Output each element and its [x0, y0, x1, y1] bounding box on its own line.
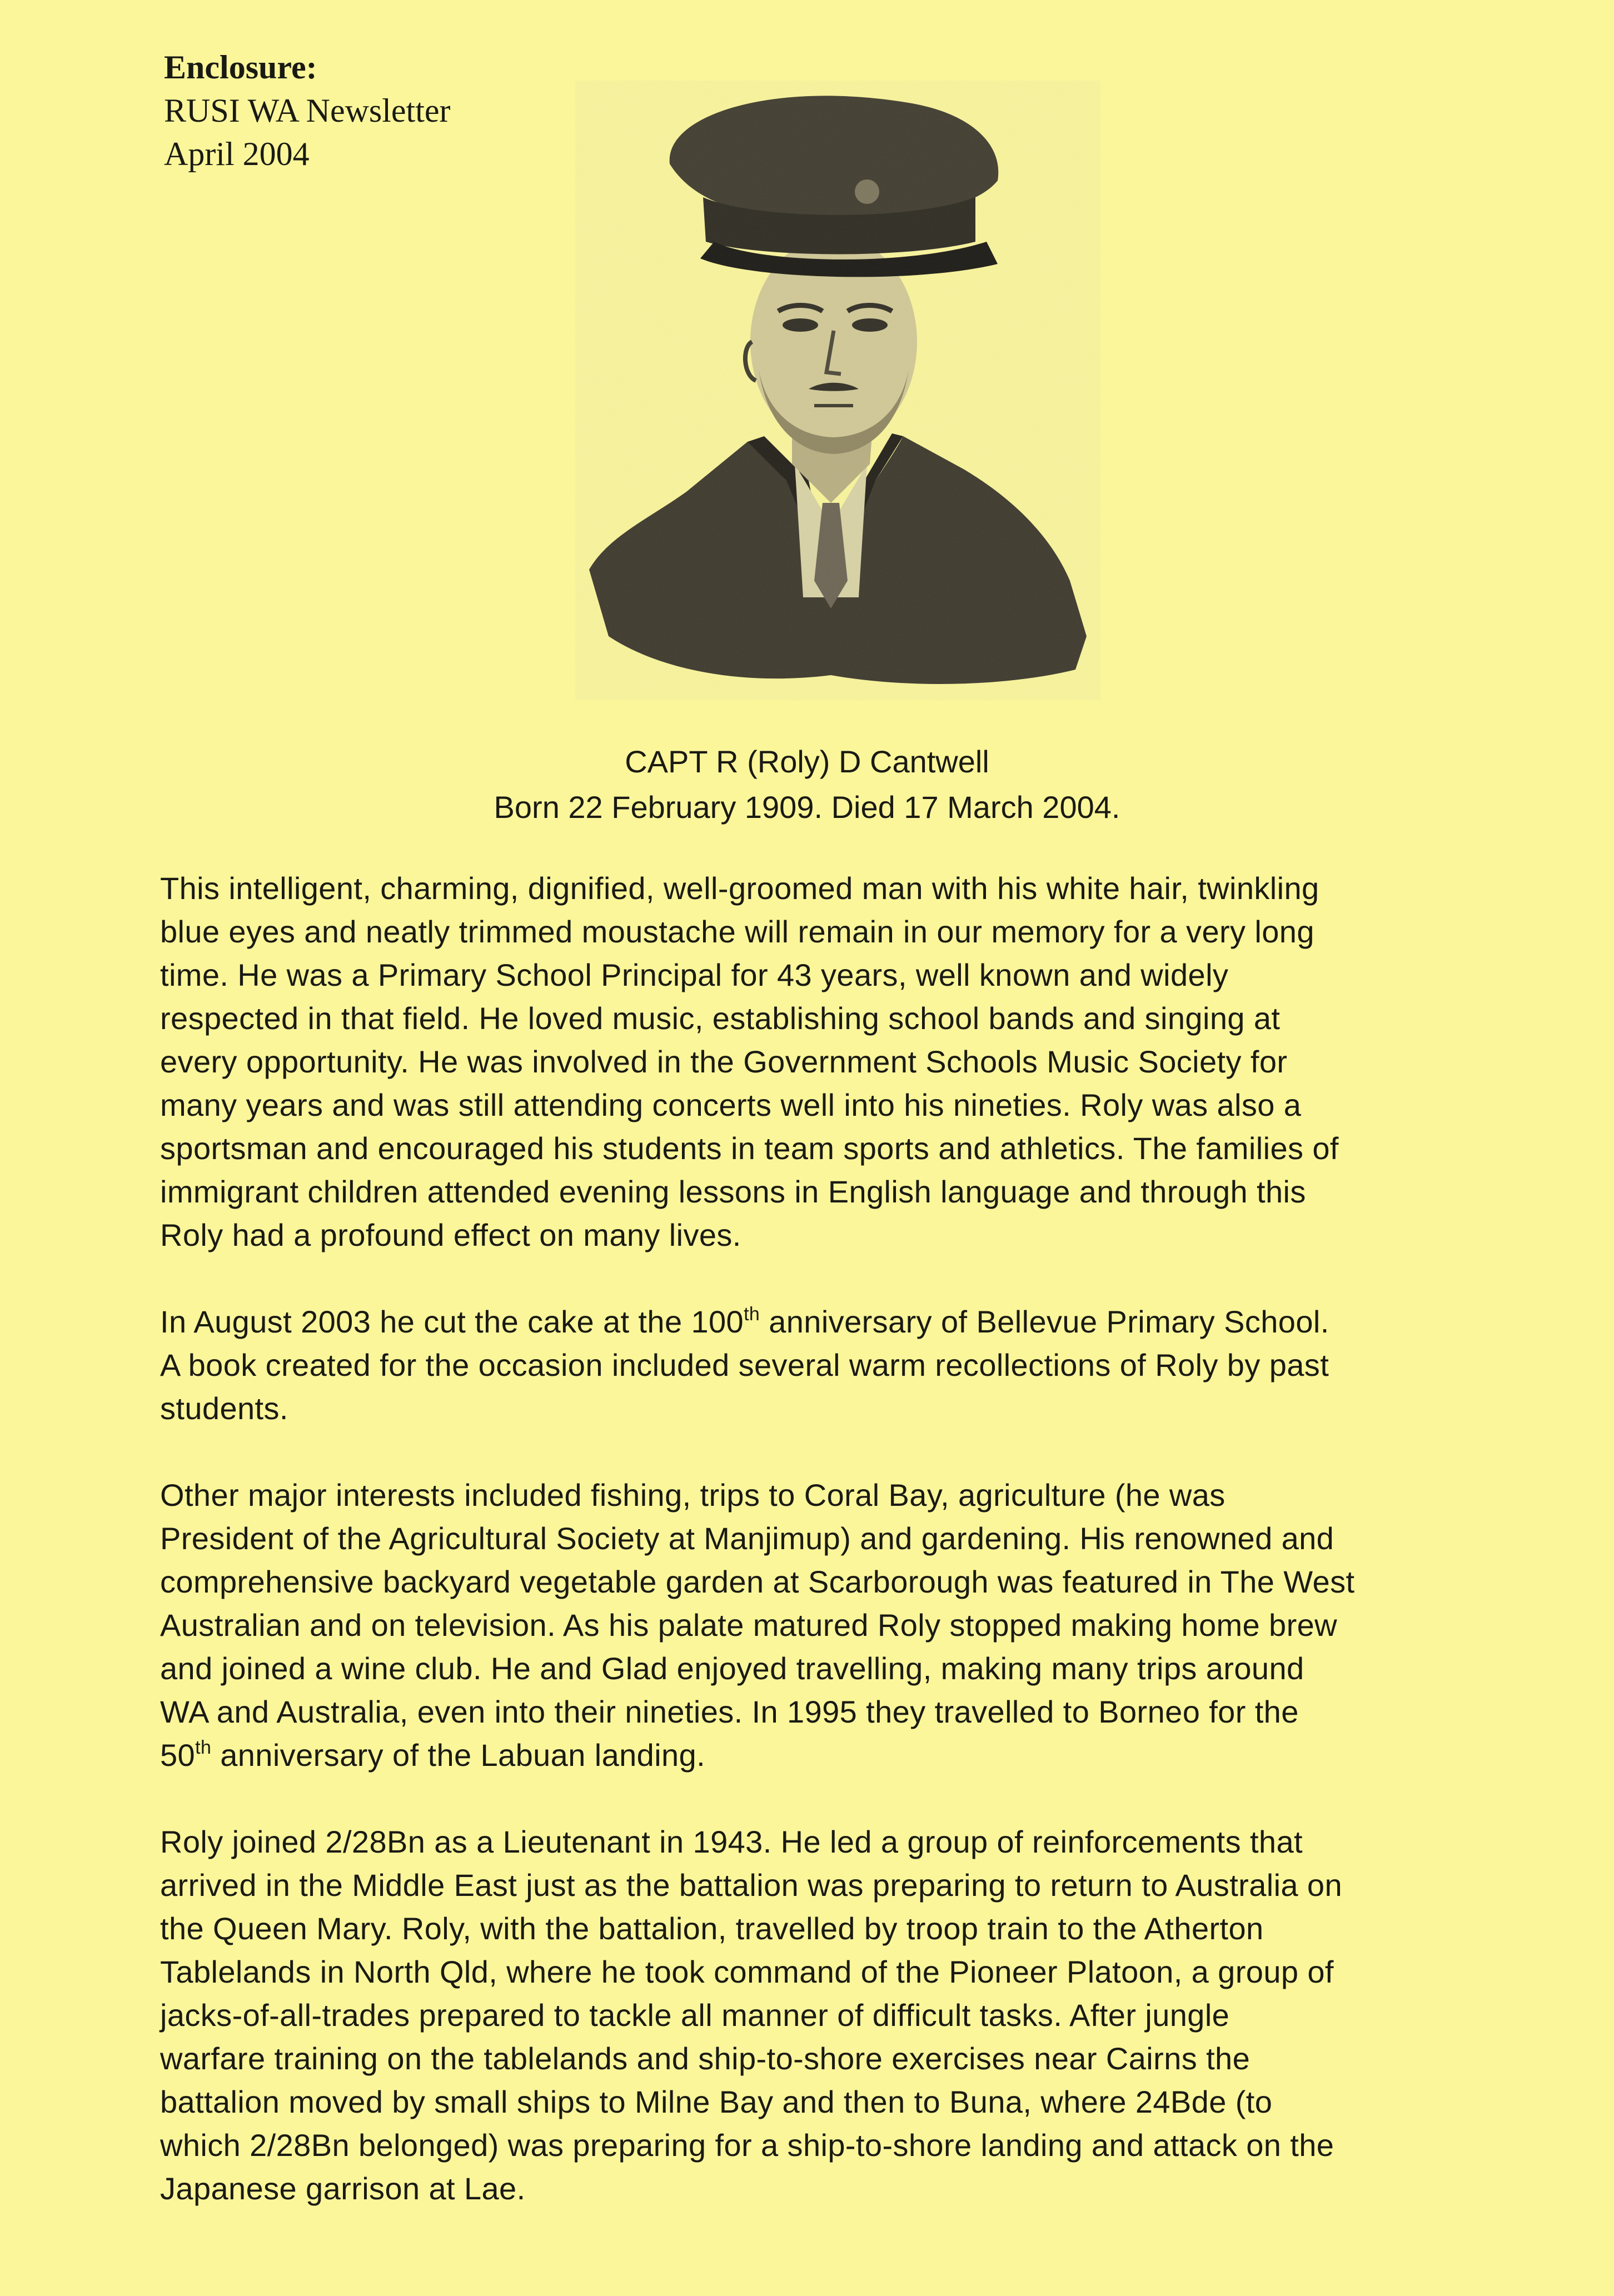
paragraph-1 [160, 867, 1538, 1257]
text-fragment: anniversary of Bellevue Primary School. [760, 1304, 1329, 1339]
enclosure-date: April 2004 [164, 136, 310, 172]
text-fragment: In August 2003 he cut the cake at the 100 [160, 1304, 744, 1339]
ordinal-suffix: th [195, 1737, 212, 1758]
text-line: Roly joined 2/28Bn as a Lieutenant in 1943. He led a group of reinforcements that [160, 1824, 1303, 1859]
text-line: many years and was still attending concerts well into his nineties. Roly was also a [160, 1087, 1302, 1122]
text-line: respected in that field. He loved music, establishing school bands and singing at [160, 1001, 1281, 1036]
text-line: which 2/28Bn belonged) was preparing for a ship-to-shore landing and attack on the [160, 2128, 1334, 2163]
ordinal-suffix: th [744, 1304, 760, 1325]
text-line: students. [160, 1391, 288, 1426]
text-line: WA and Australia, even into their nineties. In 1995 they travelled to Borneo for the [160, 1694, 1299, 1729]
text-fragment: 50 [160, 1738, 196, 1773]
enclosure-note [164, 46, 451, 176]
text-line: every opportunity. He was involved in the Government Schools Music Society for [160, 1044, 1288, 1079]
paragraph-4 [160, 1820, 1538, 2210]
text-line: jacks-of-all-trades prepared to tackle all manner of difficult tasks. After jungle [160, 1998, 1230, 2033]
text-line: President of the Agricultural Society at Manjimup) and gardening. His renowned and [160, 1521, 1334, 1556]
text-line: the Queen Mary. Roly, with the battalion, travelled by troop train to the Atherton [160, 1911, 1264, 1946]
text-line: arrived in the Middle East just as the battalion was preparing to return to Australia on [160, 1868, 1343, 1903]
text-line: warfare training on the tablelands and ship-to-shore exercises near Cairns the [160, 2041, 1251, 2076]
text-line: Tablelands in North Qld, where he took command of the Pioneer Platoon, a group of [160, 1954, 1334, 1989]
soldier-portrait-photo [575, 81, 1100, 700]
text-line: This intelligent, charming, dignified, well-groomed man with his white hair, twinkling [160, 871, 1319, 906]
text-line [160, 1734, 1538, 1777]
obituary-body [160, 867, 1538, 2254]
enclosure-source: RUSI WA Newsletter [164, 92, 451, 129]
text-line: time. He was a Primary School Principal for 43 years, well known and widely [160, 957, 1229, 992]
paragraph-3 [160, 1474, 1538, 1777]
text-line: Australian and on television. As his palate matured Roly stopped making home brew [160, 1608, 1338, 1643]
text-line: comprehensive backyard vegetable garden at Scarborough was featured in The West [160, 1564, 1355, 1599]
portrait-caption [0, 739, 1614, 830]
text-line: A book created for the occasion included several warm recollections of Roly by past [160, 1347, 1329, 1382]
caption-name: CAPT R (Roly) D Cantwell [625, 744, 989, 779]
text-line: blue eyes and neatly trimmed moustache will remain in our memory for a very long [160, 914, 1314, 949]
text-line: and joined a wine club. He and Glad enjoyed travelling, making many trips around [160, 1651, 1304, 1686]
text-fragment: anniversary of the Labuan landing. [211, 1738, 706, 1773]
text-line: Roly had a profound effect on many lives. [160, 1217, 741, 1252]
text-line: battalion moved by small ships to Milne Bay and then to Buna, where 24Bde (to [160, 2084, 1273, 2119]
text-line: sportsman and encouraged his students in team sports and athletics. The families of [160, 1131, 1339, 1166]
caption-dates: Born 22 February 1909. Died 17 March 2004. [494, 790, 1120, 825]
enclosure-label: Enclosure: [164, 49, 317, 86]
paragraph-2 [160, 1300, 1538, 1430]
text-line: Japanese garrison at Lae. [160, 2171, 526, 2206]
text-line: immigrant children attended evening lessons in English language and through this [160, 1174, 1306, 1209]
text-line [160, 1300, 1538, 1344]
text-line: Other major interests included fishing, trips to Coral Bay, agriculture (he was [160, 1478, 1226, 1513]
